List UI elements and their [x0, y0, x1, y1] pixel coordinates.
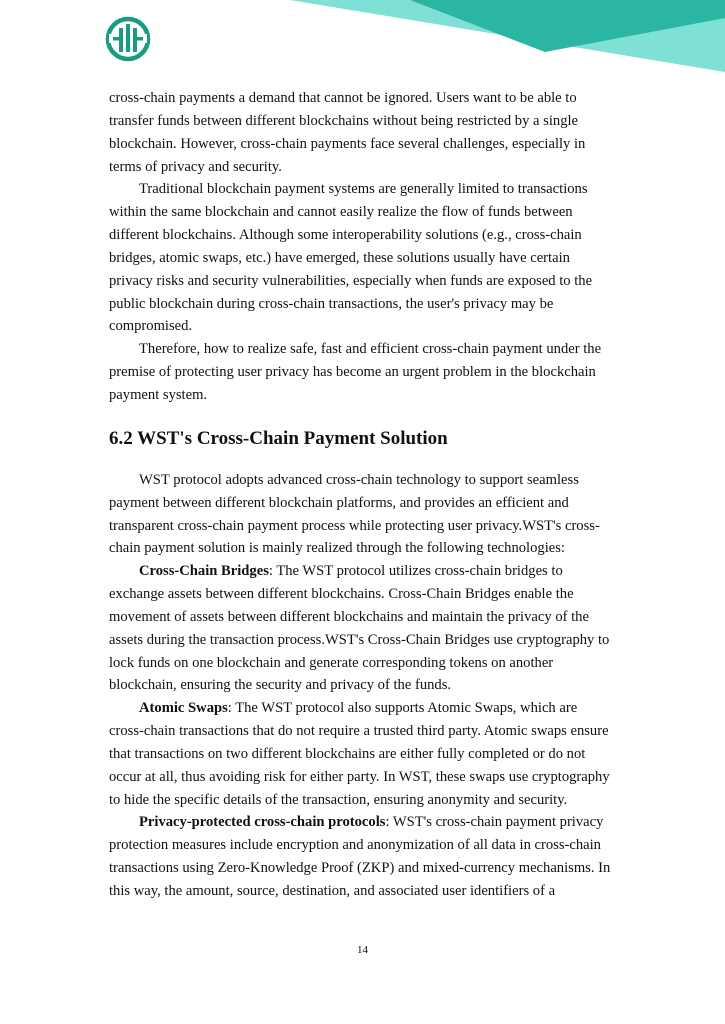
paragraph-traditional-systems: Traditional blockchain payment systems are generally limited to transactions within the same blockchain and cannot easily realize the flow of funds between different blockchains. Although some interoperability solutions (e.g., cross-chain bridges, atomic swaps, etc.) have emerged, these solutions usually have certain privacy risks and security vulnerabilities, especially when funds are exposed to the public blockchain during cross-chain transactions, the user's privacy may be compromised.: [109, 181, 593, 335]
text-privacy-protocols: : WST's cross-chain payment privacy protection measures include encryption and anonymization of all data in cross-chain transactions using Zero-Knowledge Proof (ZKP) and mixed-currency mechanisms. In this way, the amount, source, destination, and associated user identifiers of a: [109, 814, 611, 899]
text-atomic-swaps: : The WST protocol also supports Atomic Swaps, which are cross-chain transactions that do not require a trusted third party. Atomic swaps ensure that transactions on two different blockchains are either fully completed or do not occur at all, thus avoiding risk for either party. In WST, these swaps use cryptography to hide the specific details of the transaction, ensuring anonymity and security.: [109, 700, 610, 808]
gtp-logo-icon: [104, 14, 152, 64]
paragraph-privacy-protocols: [109, 811, 614, 902]
term-privacy-protocols: Privacy-protected cross-chain protocols: [139, 814, 386, 831]
paragraph-cross-chain-bridges: [109, 560, 614, 697]
term-cross-chain-bridges: Cross-Chain Bridges: [139, 563, 269, 580]
paragraph-intro-continued: cross-chain payments a demand that cannot be ignored. Users want to be able to transfer funds between different blockchains without being restricted by a single blockchain. However, cross-chain payments face several challenges, especially in terms of privacy and security.: [109, 90, 586, 175]
paragraph-atomic-swaps: [109, 697, 614, 811]
page-number: 14: [357, 944, 368, 956]
paragraph-solution-overview: WST protocol adopts advanced cross-chain technology to support seamless payment between different blockchain platforms, and provides an efficient and transparent cross-chain payment process while protecting user privacy.WST's cross-chain payment solution is mainly realized through the following technologies:: [109, 471, 600, 557]
paragraph-problem-statement: Therefore, how to realize safe, fast and efficient cross-chain payment under the premise of protecting user privacy has become an urgent problem in the blockchain payment system.: [109, 341, 602, 403]
term-atomic-swaps: Atomic Swaps: [139, 700, 228, 717]
document-body: [109, 87, 614, 903]
section-heading: 6.2 WST's Cross-Chain Payment Solution: [109, 427, 448, 449]
text-cross-chain-bridges: : The WST protocol utilizes cross-chain bridges to exchange assets between different blockchains. Cross-Chain Bridges enable the movement of assets between different blockchains and maintain the privacy of the assets during the transaction process.WST's Cross-Chain Bridges use cryptography to lock funds on one blockchain and generate corresponding tokens on another blockchain, ensuring the security and privacy of the funds.: [109, 563, 610, 694]
